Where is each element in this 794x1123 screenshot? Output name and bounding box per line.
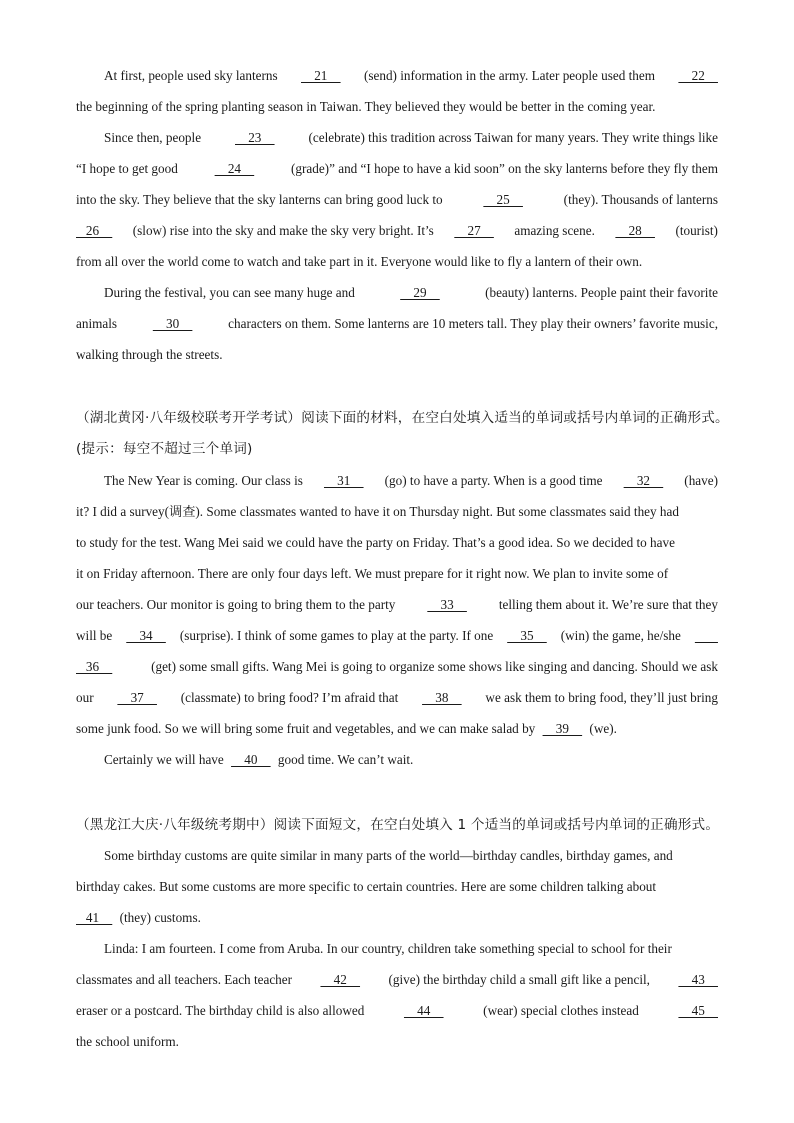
text-line [76,339,718,370]
text-line [104,840,718,871]
text-segment: good time. We can’t wait. [274,752,414,767]
text-segment: (celebrate) this tradition across Taiwan for many years. They write things like [305,130,718,145]
answer-blank[interactable]: 37 [117,690,157,705]
text-line [104,277,718,308]
text-line [76,308,718,339]
text-line [104,465,718,496]
answer-blank[interactable]: 38 [422,690,462,705]
text-segment: Since then, people [104,130,205,145]
text-segment: (wear) special clothes instead [479,1003,643,1018]
text-segment: (surprise). I think of some games to play at the party. If one [176,628,497,643]
answer-blank[interactable]: 39 [542,721,583,736]
text-line [76,558,718,589]
text-line [76,496,718,527]
text-segment: (win) the game, he/she [557,628,685,643]
text-segment: telling them about it. We’re sure that they [495,597,718,612]
text-segment: The New Year is coming. Our class is [104,473,307,488]
text-segment: (we). [586,721,617,736]
text-segment: (beauty) lanterns. People paint their favorite [481,285,718,300]
text-segment: Some birthday customs are quite similar in many parts of the world—birthday candles, birthday games, and [104,848,673,863]
answer-blank[interactable] [695,620,718,651]
text-segment: we ask them to bring food, they’ll just bring [482,690,718,705]
text-segment: our teachers. Our monitor is going to bring them to the party [76,597,399,612]
answer-blank[interactable]: 31 [323,473,364,488]
text-line [76,902,718,933]
text-segment: (have) [681,473,718,488]
answer-blank[interactable]: 26 [76,223,113,238]
text-segment: (they) customs. [116,910,201,925]
text-segment: (they). Thousands of lanterns [560,192,718,207]
text-segment: “I hope to get good [76,161,182,176]
answer-blank[interactable]: 28 [615,223,655,238]
text-segment: (tourist) [672,223,718,238]
text-line [104,122,718,153]
text-line [76,620,718,651]
answer-blank[interactable]: 27 [454,223,494,238]
text-segment: During the festival, you can see many huge and [104,285,359,300]
answer-blank[interactable]: 42 [320,972,361,987]
text-segment: Certainly we will have [104,752,228,767]
text-segment: it? I did a survey(调查). Some classmates wanted to have it on Thursday night. But some classmates said they had [76,504,679,519]
text-segment: to study for the test. Wang Mei said we could have the party on Friday. That’s a good idea. So we decided to have [76,535,675,550]
answer-blank[interactable]: 44 [403,1003,444,1018]
text-line [76,91,718,122]
answer-blank[interactable]: 23 [235,130,275,145]
text-segment: the school uniform. [76,1034,179,1049]
text-line [104,933,718,964]
text-segment: (go) to have a party. When is a good time [381,473,606,488]
section-2-hint: (提示：每空不超过三个单词) [76,441,253,457]
text-line [76,713,718,744]
text-segment: the beginning of the spring planting season in Taiwan. They believed they would be better in the coming year. [76,99,656,114]
section-3-heading: （黑龙江大庆·八年级统考期中）阅读下面短文，在空白处填入 1 个适当的单词或括号内单词的正确形式。 [76,817,720,833]
text-segment: (give) the birthday child a small gift like a pencil, [385,972,654,987]
text-segment: amazing scene. [511,223,599,238]
text-segment: it on Friday afternoon. There are only four days left. We must prepare for it right now. We plan to invite some of [76,566,669,581]
answer-blank[interactable]: 36 [76,659,113,674]
answer-blank[interactable]: 21 [301,68,341,83]
text-segment: (slow) rise into the sky and make the sky very bright. It’s [129,223,438,238]
text-segment: from all over the world come to watch and take part in it. Everyone would like to fly a lantern of their own. [76,254,643,269]
text-segment: into the sky. They believe that the sky lanterns can bring good luck to [76,192,446,207]
answer-blank[interactable]: 41 [76,910,113,925]
text-line [76,651,718,682]
answer-blank[interactable]: 24 [214,161,255,176]
text-line [76,871,718,902]
answer-blank[interactable]: 29 [400,285,440,300]
text-segment: At first, people used sky lanterns [104,68,281,83]
answer-blank[interactable]: 40 [231,752,271,767]
text-line [76,589,718,620]
text-line [104,744,718,775]
text-line [76,682,718,713]
text-line [104,60,718,91]
text-segment: some junk food. So we will bring some fruit and vegetables, and we can make salad by [76,721,539,736]
answer-blank[interactable]: 34 [126,628,166,643]
text-segment: birthday cakes. But some customs are more specific to certain countries. Here are some children talking about [76,879,657,894]
text-line [76,153,718,184]
answer-blank[interactable]: 33 [427,597,467,612]
text-segment: characters on them. Some lanterns are 10 meters tall. They play their owners’ favorite music, [224,316,718,331]
text-segment: (send) information in the army. Later people used them [360,68,659,83]
text-line [76,964,718,995]
text-segment: Linda: I am fourteen. I come from Aruba. In our country, children take something special to school for their [104,941,672,956]
answer-blank[interactable]: 25 [483,192,523,207]
section-2-heading: （湖北黄冈·八年级校联考开学考试）阅读下面的材料，在空白处填入适当的单词或括号内单词的正确形式。 [76,410,729,426]
text-segment: (classmate) to bring food? I’m afraid that [177,690,402,705]
answer-blank[interactable]: 45 [678,1003,718,1018]
answer-blank[interactable]: 32 [623,473,664,488]
text-segment: animals [76,316,121,331]
text-segment: walking through the streets. [76,347,223,362]
text-segment: eraser or a postcard. The birthday child is also allowed [76,1003,368,1018]
text-segment: (grade)” and “I hope to have a kid soon” on the sky lanterns before they fly them [287,161,718,176]
answer-blank[interactable]: 30 [152,316,193,331]
text-line [76,184,718,215]
text-segment: will be [76,628,116,643]
text-segment: (get) some small gifts. Wang Mei is going to organize some shows like singing and dancing. Should we ask [147,659,718,674]
text-segment: classmates and all teachers. Each teacher [76,972,296,987]
answer-blank[interactable]: 22 [678,68,718,83]
answer-blank[interactable]: 43 [678,972,718,987]
text-line [76,246,718,277]
text-segment: our [76,690,97,705]
text-line [76,215,718,246]
text-line [76,1026,718,1057]
text-line [76,995,718,1026]
answer-blank[interactable]: 35 [507,628,547,643]
text-line [76,527,718,558]
